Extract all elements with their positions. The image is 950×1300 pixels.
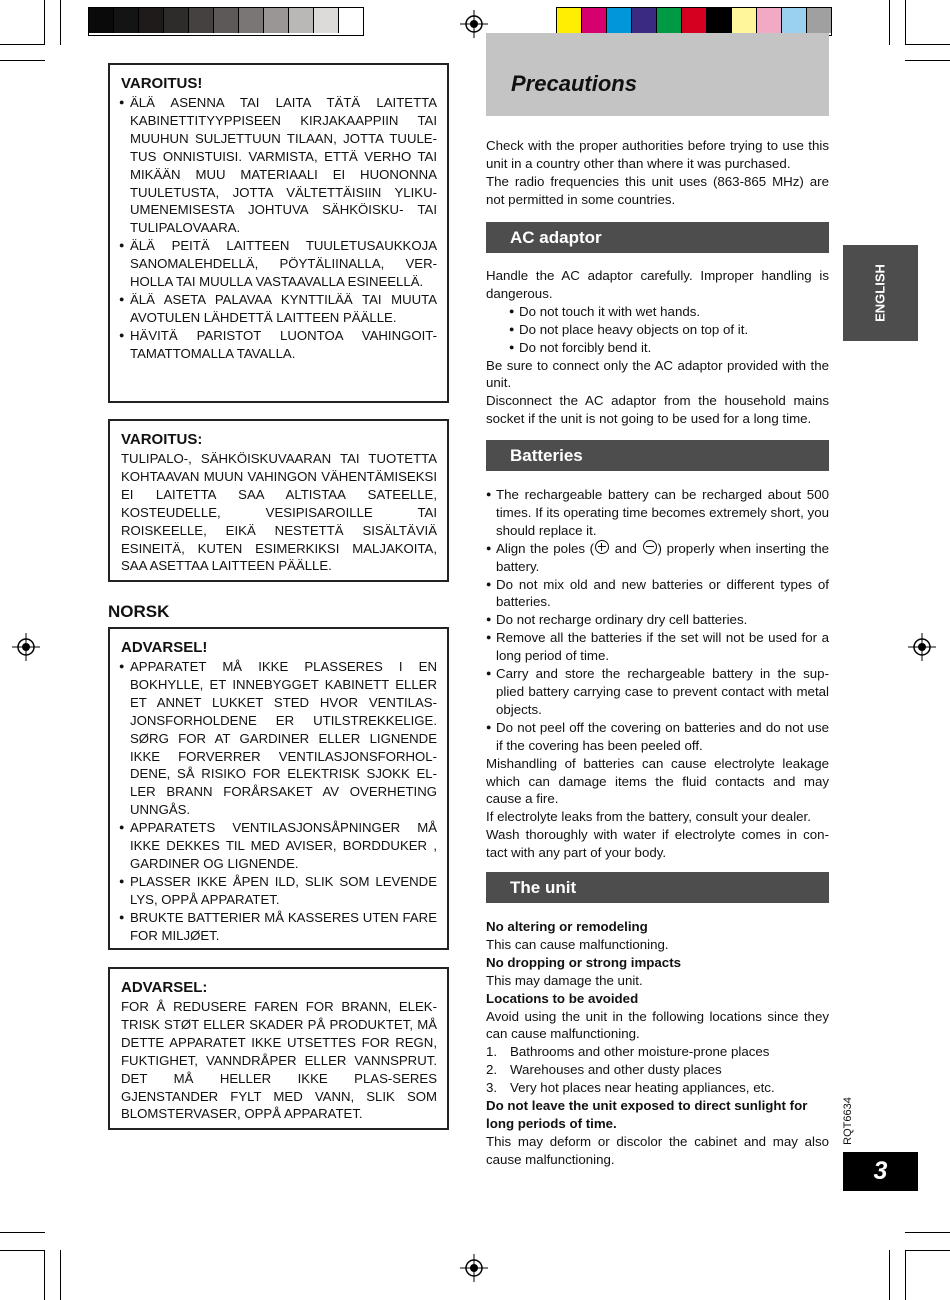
paragraph: Wash thoroughly with water if electrolyte comes in con-tact with any part of your body.: [486, 827, 829, 861]
box-heading: ADVARSEL:: [121, 979, 208, 996]
color-swatch: [707, 8, 732, 33]
list-item: ● HÄVITÄ PARISTOT LUONTOA VAHINGOIT-TAMATTOMALLA TAVALLA.: [121, 327, 437, 363]
paragraph: The radio frequencies this unit uses (863-865 MHz) are not permitted in some countries.: [486, 173, 829, 207]
gray-swatch: [239, 8, 264, 33]
gray-swatch: [89, 8, 114, 33]
list-item: ● The rechargeable battery can be recharged about 500 times. If its operating time becomes extremely short, you should replace it.: [486, 486, 829, 540]
gray-swatch: [189, 8, 214, 33]
list-item: ● Do not place heavy objects on top of it.: [486, 321, 829, 339]
registration-mark-bottom: [460, 1254, 488, 1282]
box-heading: ADVARSEL!: [121, 639, 208, 656]
box-text: FOR Å REDUSERE FAREN FOR BRANN, ELEK-TRISK STØT ELLER SKADER PÅ PRODUKTET, MÅ DETTE APPARATET IKKE UTSETTES FOR REGN, FUKTIGHET, VANNDRÅPER ELLER VANNSPRUT. DET MÅ HELLER IKKE PLAS-SERES GJENSTANDER FYLT MED VANN, SLIK SOM BLOMSTERVASER, OPPÅ APPARATET.: [121, 999, 437, 1122]
paragraph: This can cause malfunctioning.: [486, 936, 669, 952]
list-item: ● BRUKTE BATTERIER MÅ KASSERES UTEN FARE FOR MILJØET.: [121, 909, 437, 945]
plus-pole-icon: [595, 540, 609, 554]
list-item: 2. Warehouses and other dusty places: [486, 1062, 722, 1078]
unit-section: [486, 918, 829, 1169]
warning-box-finnish-1: [108, 63, 449, 403]
page-title: Precautions: [511, 71, 637, 96]
list-item: ● APPARATET MÅ IKKE PLASSERES I EN BOKHYLLE, ET INNEBYGGET KABINETT ELLER ET ANNET LUKKET STED HVOR VENTILAS-JONSFORHOLDENE ER UTILSTREKKELIGE. SØRG FOR AT GARDINER ELLER LIGNENDE IKKE FORVERRER VENTILASJONSFORHOL-DENE, SÅ RISIKO FOR ELEKTRISK SJOKK EL-LER BRANN FORÅRSAKET AV OVERHETING UNNGÅS.: [121, 658, 437, 819]
warning-box-norwegian-2: [108, 967, 449, 1130]
warning-box-finnish-2: [108, 419, 449, 582]
intro-text: [486, 137, 829, 209]
paragraph: This may deform or discolor the cabinet and may also cause malfunctioning.: [486, 1133, 829, 1167]
registration-mark-left: [12, 633, 40, 661]
paragraph: This may damage the unit.: [486, 972, 643, 988]
gray-swatch: [314, 8, 339, 33]
title-banner: [486, 33, 829, 116]
batteries-section: [486, 486, 829, 862]
list-item: ● ÄLÄ ASENNA TAI LAITA TÄTÄ LAITETTA KABINETTITYYPPISEEN KIRJAKAAPPIIN TAI MUUHUN SULJETTUUN TILAAN, JOTTA TUULE-TUS ONNISTUISI. VARMISTA, ETTÄ VERHO TAI MIKÄÄN MUU MATERIAALI EI HUONONNA TUULETUSTA, JOTTA VÄLTETTÄISIIN YLIKU-UMENEMISESTA JOHTUVA SÄHKÖISKU- TAI TULIPALOVAARA.: [121, 94, 437, 237]
section-title-norsk: NORSK: [108, 602, 170, 621]
document-code: RQT6634: [842, 1097, 854, 1145]
registration-mark-right: [908, 633, 936, 661]
minus-pole-icon: [643, 540, 657, 554]
subheading: Locations to be avoided: [486, 990, 639, 1006]
list-item: ● Do not forcibly bend it.: [486, 339, 829, 357]
warning-box-norwegian-1: [108, 627, 449, 950]
page-number: 3: [843, 1152, 918, 1191]
paragraph: Handle the AC adaptor carefully. Improper handling is dangerous.: [486, 268, 829, 301]
subheading: No altering or remodeling: [486, 919, 648, 934]
subheading: Do not leave the unit exposed to direct sunlight for long periods of time.: [486, 1098, 808, 1131]
box-text: TULIPALO-, SÄHKÖISKUVAARAN TAI TUOTETTA KOHTAAVAN MUUN VAHINGON VÄHENTÄMISEKSI EI LAITETTA SAA ALTISTAA SATEELLE, KOSTEUDELLE, VESIPISAROILLE TAI ROISKEELLE, EIKÄ NESTETTÄ SISÄLTÄVIÄ ESINEITÄ, KUTEN ESIMERKIKSI MALJAKOITA, SAA ASETTAA LAITTEEN PÄÄLLE.: [121, 451, 437, 574]
heading-batteries: Batteries: [486, 440, 829, 471]
list-item: 1. Bathrooms and other moisture-prone places: [486, 1044, 770, 1060]
gray-swatch: [164, 8, 189, 33]
color-swatch: [607, 8, 632, 33]
paragraph: If electrolyte leaks from the battery, consult your dealer.: [486, 809, 811, 825]
gray-swatch: [214, 8, 239, 33]
color-swatch: [632, 8, 657, 33]
list-item: ● Do not recharge ordinary dry cell batteries.: [486, 611, 829, 629]
language-tab-label: ENGLISH: [872, 264, 888, 322]
list-item: ● Do not touch it with wet hands.: [486, 303, 829, 321]
color-swatch: [782, 8, 807, 33]
gray-swatch: [114, 8, 139, 33]
color-bar: [556, 7, 832, 36]
color-swatch: [807, 8, 831, 33]
color-swatch: [582, 8, 607, 33]
list-item: ● Align the poles ( and ) properly when inserting the battery.: [486, 540, 829, 576]
list-item: ● APPARATETS VENTILASJONSÅPNINGER MÅ IKKE DEKKES TIL MED AVISER, BORDDUKER , GARDINER OG LIGNENDE.: [121, 819, 437, 873]
list-item: ● PLASSER IKKE ÅPEN ILD, SLIK SOM LEVENDE LYS, OPPÅ APPARATET.: [121, 873, 437, 909]
box-heading: VAROITUS:: [121, 431, 203, 448]
list-item: ● Do not mix old and new batteries or different types of batteries.: [486, 576, 829, 612]
gray-swatch: [139, 8, 164, 33]
paragraph: Disconnect the AC adaptor from the household mains socket if the unit is not going to be used for a long time.: [486, 393, 829, 427]
list-item: ● ÄLÄ ASETA PALAVAA KYNTTILÄÄ TAI MUUTA AVOTULEN LÄHDETTÄ LAITTEEN PÄÄLLE.: [121, 291, 437, 327]
heading-the-unit: The unit: [486, 872, 829, 903]
paragraph: Be sure to connect only the AC adaptor provided with the unit.: [486, 357, 829, 391]
heading-ac-adaptor: AC adaptor: [486, 222, 829, 253]
list-item: 3. Very hot places near heating appliances, etc.: [486, 1080, 775, 1096]
gray-swatch: [339, 8, 363, 33]
list-item: ● Carry and store the rechargeable battery in the sup-plied battery carrying case to prevent contact with metal objects.: [486, 665, 829, 719]
subheading: No dropping or strong impacts: [486, 954, 682, 970]
box-heading: VAROITUS!: [121, 75, 203, 92]
color-swatch: [732, 8, 757, 33]
paragraph: Mishandling of batteries can cause electrolyte leakage which can damage items the fluid contacts and may cause a fire.: [486, 755, 829, 807]
color-swatch: [757, 8, 782, 33]
color-swatch: [557, 8, 582, 33]
color-swatch: [682, 8, 707, 33]
paragraph: Check with the proper authorities before trying to use this unit in a country other than where it was purchased.: [486, 138, 829, 171]
paragraph: Avoid using the unit in the following locations since they can cause malfunctioning.: [486, 1008, 829, 1042]
language-tab: [843, 245, 918, 341]
gray-color-bar: [88, 7, 364, 36]
color-swatch: [657, 8, 682, 33]
registration-mark-top: [460, 10, 488, 38]
gray-swatch: [264, 8, 289, 33]
list-item: ● ÄLÄ PEITÄ LAITTEEN TUULETUSAUKKOJA SANOMALEHDELLÄ, PÖYTÄLIINALLA, VER-HOLLA TAI MUULLA VASTAAVALLA ESINEELLÄ.: [121, 237, 437, 291]
list-item: ● Do not peel off the covering on batteries and do not use if the covering has been peeled off.: [486, 719, 829, 755]
ac-adaptor-section: [486, 267, 829, 428]
gray-swatch: [289, 8, 314, 33]
list-item: ● Remove all the batteries if the set will not be used for a long period of time.: [486, 629, 829, 665]
